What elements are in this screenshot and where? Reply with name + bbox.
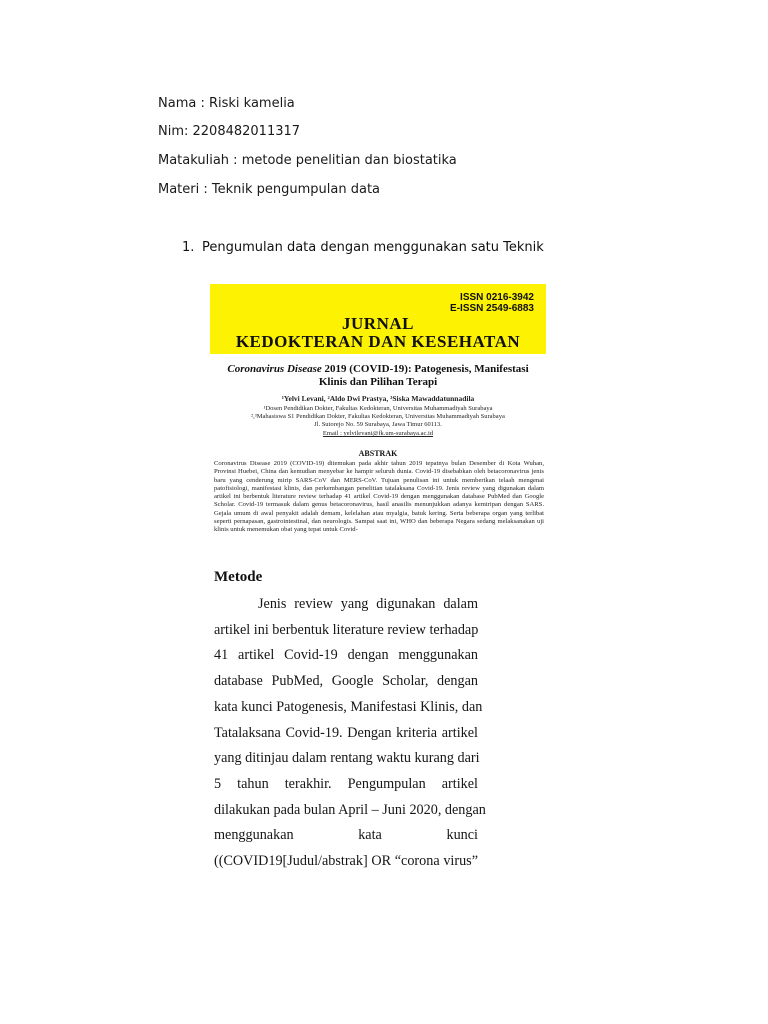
journal-title-line1: JURNAL [342,314,414,333]
student-name: Nama : Riski kamelia [158,96,295,111]
article-title-italic: Coronavirus Disease [227,363,322,375]
journal-first-page-image [210,284,546,560]
affiliation-1: ¹Dosen Pendidikan Dokter, Fakultas Kedokteran, Universitas Muhammadiyah Surabaya [263,405,493,412]
abstract-text: Coronavirus Disease 2019 (COVID-19) ditemukan pada akhir tahun 2019 tepatnya bulan Desember di Kota Wuhan, Provinsi Huebei, China dan kemudian menyebar ke hampir seluruh dunia. Covid-19 disebabkan oleh betacoronavirus jenis baru yang cenderung mirip SARS-CoV dan MERS-CoV. Tujuan penulisan ini untuk memberikan telaah mengenai patofisiologi, manifestasi klinis, dan perkembangan penelitian tatalaksana Covid-19. Jenis review yang digunakan dalam artikel ini berbentuk literature review terhadap 41 artikel Covid-19 dengan menggunakan database PubMed dan Google Scholar. Covid-19 termasuk dalam genus betacoronavirus, hasil anasilis menunjukkan adanya kemiripan dengan SARS. Gejala umum di awal penyakit adalah demam, kelelahan atau myalgia, batuk kering. Serta beberapa organ yang terlibat seperti pernapasan, gastrointestinal, dan neurologis. Sampai saat ini, WHO dan beberapa Negara sedang melaksanakan uji klinis untuk menemukan obat yang tepat untuk Covid- [214,460,544,534]
article-title-rest: 2019 (COVID-19): Patogenesis, Manifestasi [321,363,529,375]
affiliation-address: Jl. Sutorejo No. 59 Surabaya, Jawa Timur 60113. [314,421,442,428]
journal-title-line2: KEDOKTERAN DAN KESEHATAN [235,332,521,351]
metode-line: Tatalaksana Covid-19. Dengan kriteria artikel [214,724,478,741]
metode-line: 41 artikel Covid-19 dengan menggunakan [214,647,478,664]
article-title-line2: Klinis dan Pilihan Terapi [318,376,438,388]
metode-line: dilakukan pada bulan April – Juni 2020, dengan [214,801,486,818]
metode-line: database PubMed, Google Scholar, dengan [214,673,478,690]
metode-section-image [214,568,486,870]
metode-line: ((COVID19[Judul/abstrak] OR “corona virus” [214,853,478,870]
abstract-heading: ABSTRAK [358,449,398,458]
metode-line: menggunakan kata kunci [214,827,478,844]
article-title [210,363,546,376]
journal-eissn: E-ISSN 2549-6883 [450,303,534,314]
topic: Materi : Teknik pengumpulan data [158,182,381,197]
affiliation-2: ²,³Mahasiswa S1 Pendidikan Dokter, Fakultas Kedokteran, Universitas Muhammadiyah Surabaya [251,413,505,420]
student-nim: Nim: 2208482011317 [158,124,301,139]
list-item-text: Pengumulan data dengan menggunakan satu Teknik [202,240,544,255]
metode-line: kata kunci Patogenesis, Manifestasi Klinis, dan [214,698,483,715]
list-item [182,240,544,256]
metode-body [214,592,486,875]
journal-banner [210,284,546,354]
author-email: Email : yelvilevani@fk.um-surabaya.ac.id [322,430,434,437]
metode-line: artikel ini berbentuk literature review terhadap [214,621,479,638]
article-authors: ¹Yelvi Levani, ²Aldo Dwi Prastya, ³Siska Mawaddatunnadila [281,394,475,403]
metode-line: Jenis review yang digunakan dalam [258,596,478,612]
course-name: Matakuliah : metode penelitian dan biostatika [158,153,457,168]
metode-line: 5 tahun terakhir. Pengumpulan artikel [214,775,478,792]
journal-issn: ISSN 0216-3942 [460,292,534,303]
metode-heading: Metode [214,569,263,585]
metode-line: yang ditinjau dalam rentang waktu kurang dari [214,750,480,767]
list-item-number: 1. [182,240,195,255]
